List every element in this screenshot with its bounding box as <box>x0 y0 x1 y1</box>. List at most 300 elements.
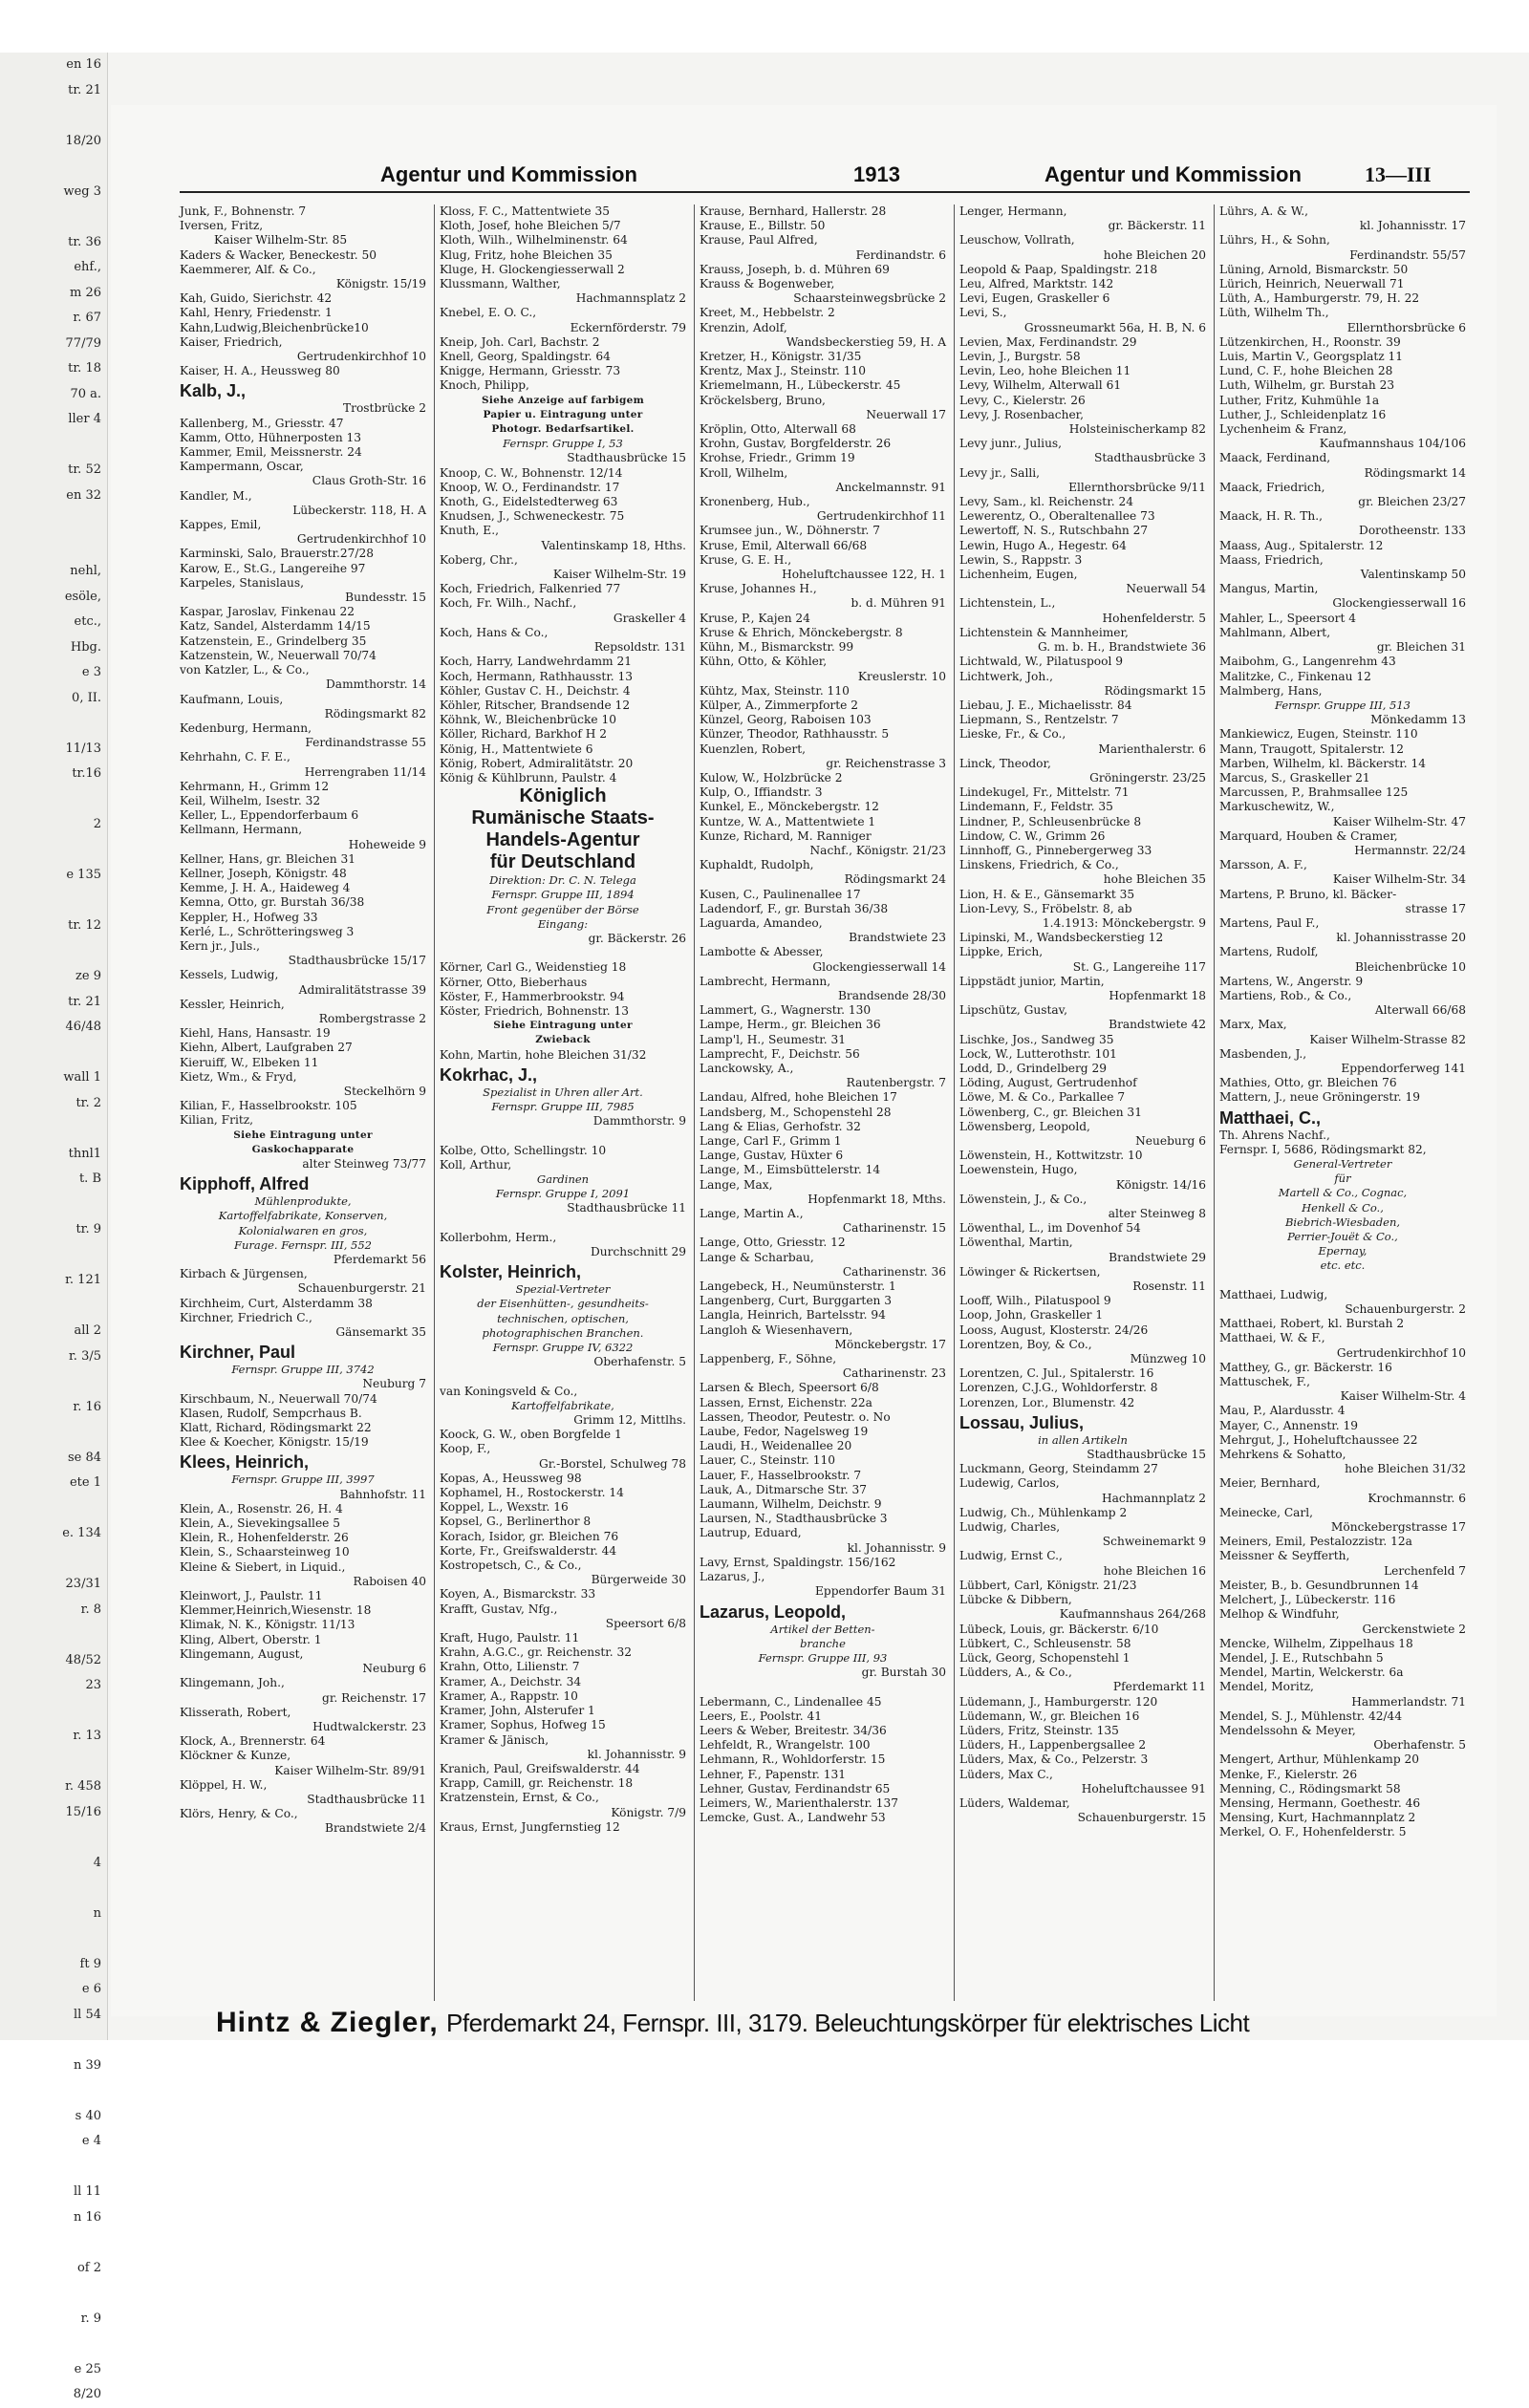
page-header <box>180 159 1470 193</box>
directory-entry: Gardinen <box>536 1172 590 1186</box>
directory-entry: Hachmannsplatz 2 <box>575 291 686 306</box>
directory-entry: Lehner, Gustav, Ferdinandstr 65 <box>700 1781 891 1795</box>
directory-entry: Lichenheim, Eugen, <box>959 568 1078 582</box>
directory-entry: Krenzin, Adolf, <box>700 320 787 334</box>
column-divider <box>694 204 695 2001</box>
directory-entry: Kratzenstein, Ernst, & Co., <box>440 1791 599 1805</box>
directory-entry: Laguarda, Amandeo, <box>700 915 823 930</box>
directory-entry: Koock, G. W., oben Borgfelde 1 <box>440 1428 622 1442</box>
directory-entry: Klein, S., Schaarsteinweg 10 <box>180 1545 350 1559</box>
previous-page-fragment: tr. 12 <box>68 918 101 933</box>
directory-entry: Landau, Alfred, hohe Bleichen 17 <box>700 1090 897 1105</box>
directory-entry: Lindemann, F., Feldstr. 35 <box>959 800 1113 814</box>
previous-page-fragment: esöle, <box>64 589 101 604</box>
directory-entry: Direktion: Dr. C. N. Telega <box>489 873 636 888</box>
directory-entry: Front gegenüber der Börse <box>486 902 639 916</box>
directory-entry: Kranich, Paul, Greifswalderstr. 44 <box>440 1761 640 1775</box>
directory-entry: photographischen Branchen. <box>482 1325 644 1340</box>
directory-entry: Lauk, A., Ditmarsche Str. 37 <box>700 1482 867 1496</box>
directory-entry: Ludwig, Ch., Mühlenkamp 2 <box>959 1505 1128 1519</box>
directory-entry: Kuntze, W. A., Mattentwiete 1 <box>700 814 876 828</box>
directory-entry: Lipschütz, Gustav, <box>959 1003 1067 1018</box>
directory-entry: Kirchner, Friedrich C., <box>180 1310 312 1324</box>
directory-entry: Kappes, Emil, <box>180 518 262 532</box>
directory-entry: Brandstwiete 2/4 <box>325 1821 426 1836</box>
directory-entry <box>440 1216 686 1231</box>
directory-entry: Schauenburgerstr. 21 <box>297 1281 426 1296</box>
directory-entry: Körner, Carl G., Weidenstieg 18 <box>440 960 627 975</box>
previous-page-fragment: r. 13 <box>73 1729 101 1743</box>
entry-heading: Kalb, J., <box>180 381 247 401</box>
directory-entry: Junk, F., Bohnenstr. 7 <box>180 204 307 218</box>
previous-page-fragment: r. 16 <box>73 1399 101 1414</box>
directory-entry: Krahn, A.G.C., gr. Reichenstr. 32 <box>440 1645 632 1660</box>
directory-entry: Mendel, Moritz, <box>1219 1680 1314 1694</box>
directory-entry: Martiens, Rob., & Co., <box>1219 988 1352 1002</box>
directory-entry: Marcus, S., Graskeller 21 <box>1219 770 1370 785</box>
entry-heading: Lazarus, Leopold, <box>700 1602 847 1622</box>
directory-entry: Kerlé, L., Schrötteringsweg 3 <box>180 924 355 938</box>
directory-entry: Klimak, N. K., Königstr. 11/13 <box>180 1618 355 1632</box>
directory-entry: Künzel, Georg, Raboisen 103 <box>700 713 872 727</box>
directory-entry: Kaspar, Jaroslav, Finkenau 22 <box>180 605 355 619</box>
directory-entry: Wandsbeckerstieg 59, H. A <box>786 334 946 349</box>
directory-entry: Raboisen 40 <box>353 1574 426 1588</box>
directory-entry: Mattuschek, F., <box>1219 1375 1310 1389</box>
previous-page-fragment: m 26 <box>69 285 101 300</box>
directory-entry: Kraus, Ernst, Jungfernstieg 12 <box>440 1819 620 1834</box>
previous-page-fragment <box>0 508 107 534</box>
directory-entry: Rautenbergstr. 7 <box>846 1076 946 1090</box>
previous-page-fragment: ehf., <box>74 260 101 274</box>
directory-entry: Löwensberg, Leopold, <box>959 1119 1090 1133</box>
directory-entry: Knoch, Philipp, <box>440 378 529 393</box>
directory-entry: Fernspr. Gruppe III, 1894 <box>491 888 635 902</box>
previous-page-fragment: n 39 <box>73 2057 101 2073</box>
previous-page-fragment: etc., <box>74 614 101 629</box>
directory-entry: Malitzke, C., Finkenau 12 <box>1219 669 1371 683</box>
previous-page-fragment <box>0 787 107 813</box>
directory-entry: Grimm 12, Mittlhs. <box>573 1413 686 1428</box>
directory-entry: kl. Johannisstrasse 20 <box>1336 931 1466 945</box>
directory-entry: Ferdinandstr. 55/57 <box>1349 247 1466 262</box>
directory-entry: Schweinemarkt 9 <box>1102 1535 1206 1549</box>
directory-entry: Kern jr., Juls., <box>180 938 261 953</box>
directory-entry: Laumann, Wilhelm, Deichstr. 9 <box>700 1497 882 1512</box>
entry-heading: Klees, Heinrich, <box>180 1452 310 1473</box>
directory-entry: Lauer, C., Steinstr. 110 <box>700 1453 836 1468</box>
previous-page-fragment: 2 <box>93 817 101 831</box>
directory-entry: Gr.-Borstel, Schulweg 78 <box>539 1456 686 1471</box>
directory-entry: Marx, Max, <box>1219 1018 1287 1032</box>
column-2 <box>440 204 686 2001</box>
directory-entry: Th. Ahrens Nachf., <box>1219 1128 1330 1142</box>
directory-entry: Kloth, Wilh., Wilhelminenstr. 64 <box>440 233 628 247</box>
directory-entry: Lampe, Herm., gr. Bleichen 36 <box>700 1018 881 1032</box>
directory-entry: Kietz, Wm., & Fryd, <box>180 1069 297 1084</box>
directory-entry: Eppendorfer Baum 31 <box>815 1584 946 1599</box>
previous-page-fragment: tr. 9 <box>75 1222 101 1236</box>
directory-entry: Kretzer, H., Königstr. 31/35 <box>700 350 862 364</box>
previous-page-fragment: e 135 <box>66 868 101 882</box>
directory-entry: Siehe Eintragung unter <box>233 1129 373 1141</box>
directory-entry: Lambotte & Abesser, <box>700 945 824 959</box>
directory-entry: Lassen, Ernst, Eichenstr. 22a <box>700 1395 872 1409</box>
directory-entry: Gröningerstr. 23/25 <box>1089 770 1206 785</box>
directory-entry: Rosenstr. 11 <box>1132 1279 1206 1294</box>
directory-entry: Langla, Heinrich, Bartelsstr. 94 <box>700 1308 886 1322</box>
previous-page-fragment <box>0 1547 107 1573</box>
directory-entry: Levy, Wilhelm, Alterwall 61 <box>959 378 1122 393</box>
directory-entry: Kellner, Hans, gr. Bleichen 31 <box>180 851 355 866</box>
directory-entry: Kaiser Wilhelm-Strasse 82 <box>1309 1032 1466 1046</box>
previous-page-fragment <box>0 1623 107 1648</box>
directory-entry: Knuth, E., <box>440 524 499 538</box>
directory-entry: Kramer & Jänisch, <box>440 1732 549 1747</box>
directory-entry: Klussmann, Walther, <box>440 277 561 291</box>
directory-entry: Kruse, P., Kajen 24 <box>700 611 810 625</box>
previous-page-fragment: s 40 <box>75 2108 101 2123</box>
directory-page <box>111 105 1497 2038</box>
directory-entry: Fernspr. Gruppe III, 3742 <box>231 1363 375 1377</box>
header-page-number: 13—III <box>1365 162 1432 186</box>
directory-entry: Martens, W., Angerstr. 9 <box>1219 974 1364 988</box>
directory-entry: Kehrmann, H., Grimm 12 <box>180 779 330 793</box>
previous-page-fragment: n <box>93 1905 101 1921</box>
directory-entry: Kaiser Wilhelm-Str. 47 <box>1332 814 1466 828</box>
directory-entry: Brandstwiete 29 <box>1109 1250 1206 1264</box>
directory-entry: Neuerwall 17 <box>866 407 946 421</box>
directory-entry: Klasen, Rudolf, Sempcrhaus B. <box>180 1406 362 1420</box>
directory-entry: Marienthalerstr. 6 <box>1098 742 1206 756</box>
directory-entry: Rödingsmarkt 15 <box>1104 683 1206 698</box>
directory-entry: Levin, Leo, hohe Bleichen 11 <box>959 364 1131 378</box>
directory-entry: Koch, Harry, Landwehrdamm 21 <box>440 655 632 669</box>
directory-entry: Knoop, C. W., Bohnenstr. 12/14 <box>440 465 623 480</box>
directory-entry: Kemna, Otto, gr. Burstah 36/38 <box>180 895 365 910</box>
directory-entry: Kessels, Ludwig, <box>180 968 279 982</box>
directory-entry: Eckernförderstr. 79 <box>570 320 686 334</box>
directory-entry: Durchschnitt 29 <box>591 1245 686 1258</box>
directory-entry: Lichtwerk, Joh., <box>959 669 1053 683</box>
directory-entry: Lüdemann, W., gr. Bleichen 16 <box>959 1709 1140 1723</box>
directory-entry: Mönckebergstr. 17 <box>834 1337 946 1351</box>
directory-entry: Leers, E., Poolstr. 41 <box>700 1709 823 1723</box>
directory-entry: General-Vertreter <box>1293 1157 1392 1171</box>
directory-entry: Mendel, J. E., Rutschbahn 5 <box>1219 1650 1384 1665</box>
directory-entry: Lüders, Fritz, Steinstr. 135 <box>959 1723 1119 1737</box>
directory-entry: technischen, optischen, <box>497 1311 629 1325</box>
directory-entry: Kramer, A., Deichstr. 34 <box>440 1674 582 1688</box>
directory-entry: Repsoldstr. 131 <box>593 640 686 655</box>
directory-entry: Catharinenstr. 23 <box>842 1366 946 1381</box>
previous-page-fragment <box>0 204 107 230</box>
directory-entry: Klein, R., Hohenfelderstr. 26 <box>180 1531 349 1545</box>
directory-entry: Gerckenstwiete 2 <box>1362 1622 1466 1636</box>
directory-entry: Leopold & Paap, Spaldingstr. 218 <box>959 262 1158 276</box>
directory-entry: Schauenburgerstr. 15 <box>1077 1811 1206 1825</box>
directory-entry: Fernspr. Gruppe III, 7985 <box>491 1099 635 1113</box>
column-4 <box>959 204 1206 2001</box>
directory-entry: Kahn,Ludwig,Bleichenbrücke10 <box>180 320 369 334</box>
previous-page-fragment: weg 3 <box>63 183 101 199</box>
directory-entry: Kunkel, E., Mönckebergstr. 12 <box>700 800 879 814</box>
directory-entry: Schauenburgerstr. 2 <box>1345 1302 1466 1317</box>
directory-entry: Trostbrücke 2 <box>343 401 426 416</box>
directory-entry: Kusen, C., Paulinenallee 17 <box>700 887 861 901</box>
previous-page-fragment <box>0 154 107 180</box>
directory-entry: Kaufmannshaus 104/106 <box>1319 437 1466 451</box>
directory-entry: Speersort 6/8 <box>605 1616 686 1630</box>
directory-entry: Koberg, Chr., <box>440 552 518 567</box>
directory-entry: Knoop, W. O., Ferdinandstr. 17 <box>440 480 620 494</box>
directory-entry: Liepmann, S., Rentzelstr. 7 <box>959 713 1119 727</box>
directory-entry: Kellmann, Hermann, <box>180 823 303 837</box>
directory-entry: Lindekugel, Fr., Mittelstr. 71 <box>959 785 1130 800</box>
directory-entry: Spezialist in Uhren aller Art. <box>483 1085 643 1099</box>
directory-entry: Steckelhörn 9 <box>343 1084 426 1098</box>
directory-entry: Lützenkirchen, H., Roonstr. 39 <box>1219 334 1401 349</box>
header-right-title: Agentur und Kommission <box>1044 162 1302 186</box>
directory-entry: Lüth, A., Hamburgerstr. 79, H. 22 <box>1219 291 1420 306</box>
directory-entry: Keller, L., Eppendorferbaum 6 <box>180 808 359 823</box>
directory-entry: Melchert, J., Lübeckerstr. 116 <box>1219 1593 1396 1607</box>
directory-entry: für Deutschland <box>489 851 636 873</box>
directory-entry: Rödingsmarkt 82 <box>324 706 426 720</box>
directory-entry: Mattern, J., neue Gröningerstr. 19 <box>1219 1090 1420 1105</box>
directory-entry: Gertrudenkirchhof 11 <box>816 509 946 524</box>
directory-entry: Langloh & Wiesenhavern, <box>700 1322 853 1337</box>
directory-entry: Lieske, Fr., & Co., <box>959 727 1066 742</box>
directory-entry: Lüders, Max, & Co., Pelzerstr. 3 <box>959 1752 1149 1767</box>
directory-entry: Anckelmannstr. 91 <box>835 480 946 494</box>
previous-page-fragment: 4 <box>93 1855 101 1870</box>
directory-entry: Hopfenmarkt 18 <box>1109 988 1206 1002</box>
directory-entry: Kollerbohm, Herm., <box>440 1230 557 1244</box>
directory-entry: Neuburg 7 <box>362 1377 426 1391</box>
header-year: 1913 <box>853 162 900 186</box>
directory-entry: Maibohm, G., Langenrehm 43 <box>1219 655 1396 669</box>
directory-entry: Klein, A., Sievekingsallee 5 <box>180 1516 340 1531</box>
directory-entry: Lange, Max, <box>700 1177 773 1192</box>
directory-entry: Klock, A., Brennerstr. 64 <box>180 1734 326 1749</box>
directory-entry: Maass, Aug., Spitalerstr. 12 <box>1219 538 1384 552</box>
directory-entry: Karpeles, Stanislaus, <box>180 575 304 590</box>
directory-entry: Henkell & Co., <box>1302 1200 1384 1215</box>
previous-page-fragment <box>0 433 107 459</box>
directory-entry <box>440 1129 686 1143</box>
directory-entry: Fernspr. Gruppe I, 53 <box>503 437 623 451</box>
directory-entry: Kramer, A., Rappstr. 10 <box>440 1688 578 1703</box>
directory-entry: Herrengraben 11/14 <box>304 764 426 779</box>
directory-entry: Larsen & Blech, Speersort 6/8 <box>700 1381 879 1395</box>
directory-entry: Laudi, H., Weidenallee 20 <box>700 1439 852 1453</box>
directory-entry: Kroll, Wilhelm, <box>700 465 788 480</box>
previous-page-fragment: e 25 <box>74 2361 101 2376</box>
directory-entry: Klingemann, Joh., <box>180 1676 285 1690</box>
directory-entry: Marsson, A. F., <box>1219 858 1307 872</box>
entry-heading: Lossau, Julius, <box>959 1412 1085 1432</box>
previous-page-fragment <box>0 103 107 129</box>
directory-entry: Hopfenmarkt 18, Mths. <box>808 1192 946 1206</box>
directory-entry: Krauss, Joseph, b. d. Mühren 69 <box>700 262 890 276</box>
directory-entry: Kohn, Martin, hohe Bleichen 31/32 <box>440 1047 647 1062</box>
directory-entry: Kilian, Fritz, <box>180 1113 254 1128</box>
directory-entry: Kleinwort, J., Paulstr. 11 <box>180 1589 323 1603</box>
directory-entry: Lührs, A. & W., <box>1219 204 1309 218</box>
directory-entry: Kaiser, Friedrich, <box>180 334 283 349</box>
directory-entry: Fernspr. I, 5686, Rödingsmarkt 82, <box>1219 1142 1427 1156</box>
directory-entry: Koppel, L., Wexstr. 16 <box>440 1500 569 1515</box>
directory-entry: Masbenden, J., <box>1219 1046 1307 1061</box>
directory-entry: Lübeckerstr. 118, H. A <box>292 503 426 517</box>
directory-entry: Kamm, Otto, Hühnerposten 13 <box>180 430 362 444</box>
directory-entry: Kopas, A., Heussweg 98 <box>440 1471 582 1485</box>
directory-entry: G. m. b. H., Brandstwiete 36 <box>1037 640 1206 655</box>
previous-page-fragment: tr. 52 <box>68 462 101 477</box>
directory-entry: Martens, Paul F., <box>1219 915 1320 930</box>
directory-entry: Lorentzen, Boy, & Co., <box>959 1337 1092 1351</box>
directory-entry: Korach, Isidor, gr. Bleichen 76 <box>440 1529 619 1543</box>
directory-entry: Oberhafenstr. 5 <box>1373 1738 1466 1752</box>
directory-entry: Kolbe, Otto, Schellingstr. 10 <box>440 1143 607 1157</box>
directory-entry: Katzenstein, E., Grindelberg 35 <box>180 634 367 648</box>
column-5 <box>1219 204 1466 2001</box>
directory-entry: Kulp, O., Iffiandstr. 3 <box>700 785 823 800</box>
directory-entry: kl. Johannisstr. 9 <box>847 1540 946 1555</box>
directory-entry: Neueburg 6 <box>1135 1134 1206 1148</box>
directory-entry: Linskens, Friedrich, & Co., <box>959 858 1119 872</box>
directory-entry: Klein, A., Rosenstr. 26, H. 4 <box>180 1501 343 1516</box>
directory-entry: Lemcke, Gust. A., Landwehr 53 <box>700 1811 886 1825</box>
previous-page-fragment: r. 458 <box>65 1779 101 1794</box>
previous-page-fragment <box>0 1369 107 1395</box>
directory-entry: Grossneumarkt 56a, H. B, N. 6 <box>1023 320 1206 334</box>
previous-page-fragment: ll 54 <box>74 2007 101 2022</box>
directory-entry: Lauer, F., Hasselbrookstr. 7 <box>700 1468 862 1482</box>
directory-entry: Künzer, Theodor, Rathhausstr. 5 <box>700 727 890 742</box>
directory-entry: Maack, Friedrich, <box>1219 480 1325 494</box>
directory-entry: Löwenberg, C., gr. Bleichen 31 <box>959 1105 1142 1119</box>
directory-entry: gr. Bäckerstr. 11 <box>1108 219 1206 233</box>
directory-entry: Menke, F., Kielerstr. 26 <box>1219 1767 1358 1781</box>
directory-entry: b. d. Mühren 91 <box>851 596 946 611</box>
directory-entry: branche <box>800 1636 846 1650</box>
directory-entry: gr. Burstah 30 <box>861 1666 946 1680</box>
directory-entry: Kaufmann, Louis, <box>180 692 284 706</box>
previous-page-fragment <box>0 1116 107 1142</box>
directory-entry: Glockengiesserwall 16 <box>1332 596 1466 611</box>
directory-entry: Mankiewicz, Eugen, Steinstr. 110 <box>1219 727 1418 742</box>
directory-entry: Königstr. 14/16 <box>1115 1177 1206 1192</box>
directory-entry: Eingang: <box>537 916 589 931</box>
directory-entry: Keil, Wilhelm, Isestr. 32 <box>180 793 321 807</box>
directory-entry: Papier u. Eintragung unter <box>483 408 643 420</box>
previous-page-fragment: e 3 <box>81 665 101 679</box>
directory-entry: Karow, E., St.G., Langereihe 97 <box>180 561 366 575</box>
directory-entry: Königstr. 15/19 <box>335 277 426 291</box>
directory-entry: Ladendorf, F., gr. Burstah 36/38 <box>700 901 889 915</box>
directory-entry: Kahl, Henry, Friedenstr. 1 <box>180 306 333 320</box>
entry-heading: Kokrhac, J., <box>440 1064 538 1085</box>
directory-entry: Krochmannstr. 6 <box>1367 1491 1466 1505</box>
directory-entry: alter Steinweg 73/77 <box>302 1157 426 1171</box>
previous-page-fragment <box>0 1041 107 1066</box>
directory-entry: Kraft, Hugo, Paulstr. 11 <box>440 1631 580 1645</box>
previous-page-fragment <box>0 1420 107 1446</box>
directory-entry: Kreet, M., Hebbelstr. 2 <box>700 306 835 320</box>
directory-entry: Ferdinandstrasse 55 <box>305 736 426 750</box>
directory-entry: Krause, Paul Alfred, <box>700 233 818 247</box>
directory-entry: Knigge, Hermann, Griesstr. 73 <box>440 364 621 378</box>
directory-entry: Lippke, Erich, <box>959 945 1044 959</box>
directory-entry: Meissner & Seyfferth, <box>1219 1549 1350 1563</box>
directory-entry: Klingemann, August, <box>180 1646 304 1661</box>
directory-entry: Kunze, Richard, M. Ranniger <box>700 828 872 843</box>
directory-entry: Mönkedamm 13 <box>1370 713 1466 727</box>
directory-entry: Lodd, D., Grindelberg 29 <box>959 1061 1107 1075</box>
directory-entry: Korte, Fr., Greifswalderstr. 44 <box>440 1543 617 1558</box>
directory-entry: Köster, Friedrich, Bohnenstr. 13 <box>440 1003 630 1018</box>
directory-entry: Lewin, S., Rappstr. 3 <box>959 552 1083 567</box>
header-left-title: Agentur und Kommission <box>380 162 637 186</box>
directory-entry: Mendel, S. J., Mühlenstr. 42/44 <box>1219 1709 1403 1723</box>
previous-page-fragment: tr. 21 <box>68 994 101 1009</box>
directory-entry: für <box>1334 1172 1351 1186</box>
previous-page-fragment <box>0 838 107 864</box>
directory-entry: Bürgerweide 30 <box>591 1573 686 1587</box>
directory-entry: Alterwall 66/68 <box>1374 1003 1466 1018</box>
directory-entry: Knudsen, J., Schweneckestr. 75 <box>440 509 625 524</box>
directory-entry: Lazarus, J., <box>700 1570 765 1584</box>
directory-entry: Kallenberg, M., Griesstr. 47 <box>180 416 344 430</box>
previous-page-fragment <box>0 711 107 737</box>
previous-page-fragment: ll 11 <box>74 2184 101 2199</box>
directory-entry: Markuschewitz, W., <box>1219 800 1335 814</box>
directory-entry: Köller, Richard, Barkhof H 2 <box>440 727 608 742</box>
footer-details: Pferdemarkt 24, Fernspr. III, 3179. Beleuchtungskörper für elektrisches Licht <box>446 2009 1250 2037</box>
footer-advertisement <box>216 2007 1458 2039</box>
directory-entry: Martens, P. Bruno, kl. Bäcker- <box>1219 887 1397 901</box>
directory-entry: Brandstwiete 42 <box>1109 1018 1206 1032</box>
directory-entry: Levy junr., Julius, <box>959 437 1063 451</box>
previous-page-fragment <box>0 2155 107 2181</box>
previous-page-fragment: r. 67 <box>73 311 101 325</box>
directory-entry: Oberhafenstr. 5 <box>593 1355 686 1369</box>
previous-page-fragment <box>0 2078 107 2104</box>
directory-entry: Krentz, Max J., Steinstr. 110 <box>700 364 866 378</box>
directory-entry: Kiehl, Hans, Hansastr. 19 <box>180 1026 331 1041</box>
directory-entry: Kaiser Wilhelm-Str. 19 <box>552 568 686 582</box>
directory-entry: Lebermann, C., Lindenallee 45 <box>700 1694 882 1709</box>
directory-entry: Handels-Agentur <box>485 829 640 851</box>
directory-entry: Kirschbaum, N., Neuerwall 70/74 <box>180 1391 377 1406</box>
directory-entry: Klee & Koecher, Königstr. 15/19 <box>180 1435 369 1450</box>
directory-entry: Stadthausbrücke 15 <box>1087 1448 1206 1462</box>
previous-page-fragment: en 16 <box>66 57 101 72</box>
directory-entry: Löwenstein, J., & Co., <box>959 1192 1088 1206</box>
directory-entry: Landsberg, M., Schopenstehl 28 <box>700 1105 892 1119</box>
directory-entry: gr. Reichenstr. 17 <box>322 1690 426 1705</box>
previous-page-fragment: se 84 <box>67 1450 101 1465</box>
directory-entry: Kaiser Wilhelm-Str. 85 <box>214 233 348 247</box>
directory-entry: Kandler, M., <box>180 488 252 503</box>
directory-entry: Malmberg, Hans, <box>1219 683 1323 698</box>
directory-entry: Lange, M., Eimsbüttelerstr. 14 <box>700 1163 881 1177</box>
previous-page-fragment <box>0 2230 107 2256</box>
previous-page-fragment <box>0 1496 107 1522</box>
directory-entry: Lübcke & Dibbern, <box>959 1593 1072 1607</box>
